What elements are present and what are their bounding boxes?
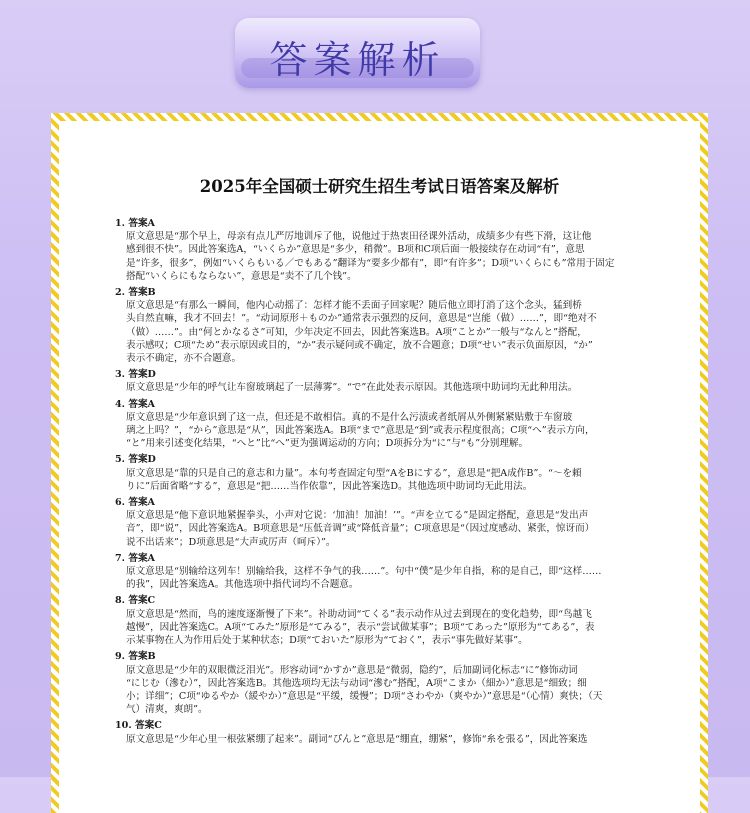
answer-label: 答案A: [128, 398, 155, 410]
question-number: 2.: [115, 287, 129, 299]
explanation-line: 气）清爽，爽朗”。: [126, 704, 208, 716]
explanation: [115, 664, 642, 717]
question-number: 8.: [115, 595, 129, 607]
answer-label: 答案B: [128, 287, 156, 299]
explanation: [115, 565, 642, 591]
question-answer-heading: [115, 286, 642, 299]
explanation-line: 感到很不快”。因此答案选A，“いくらか”意思是“多少，稍微”。B项和C项后面一般接续存在动词“有”，意思: [126, 244, 585, 256]
explanation-line: 音”，即“说”，因此答案选A。B项意思是“压低音调”或“降低音量”；C项意思是“（因过度感动、紧张，惊讶而）: [126, 523, 595, 535]
explanation-line: 原文意思是“少年的双眼微泛泪光”。形容动词“かすか”意思是“微弱，隐约”，后加副词化标志“に”修饰动词: [126, 664, 578, 676]
question-number: 10.: [115, 720, 136, 732]
explanation-line: 璃之上吗？”，“から”意思是“从”，因此答案选A。B项“まで”意思是“到”或表示程度很高；C项“へ”表示方向，: [126, 425, 595, 437]
question-item: [115, 217, 642, 283]
question-number: 5.: [115, 454, 129, 466]
explanation-line: 是“许多，很多”，例如“いくらもいる／でもある”翻译为“要多少都有”，即“有许多”；D项“いくらにも”常用于固定: [126, 257, 615, 269]
explanation: [115, 467, 642, 493]
section-banner: [235, 18, 480, 88]
answer-label: 答案A: [128, 552, 155, 564]
question-answer-heading: [115, 594, 642, 607]
explanation: [115, 381, 642, 394]
answer-list: [115, 217, 642, 749]
explanation-line: 原文意思是“然而，鸟的速度逐渐慢了下来”。补助动词“てくる”表示动作从过去到现在的变化趋势，即“鸟越飞: [126, 608, 592, 620]
explanation-line: “にじむ（滲む）”，因此答案选B。其他选项均无法与动词“滲む”搭配，A项“こまか（細か）”意思是“细致；细: [126, 677, 587, 689]
explanation-line: 原文意思是“少年心里一根弦紧绷了起来”。副词“ぴんと”意思是“绷直，绷紧”，修饰“糸を張る”，因此答案选: [126, 733, 588, 745]
explanation-line: 原文意思是“他下意识地紧握拳头，小声对它说：‘加油！加油！’”。“声を立てる”是固定搭配，意思是“发出声: [126, 510, 589, 522]
explanation: [115, 299, 642, 365]
explanation-line: 小；详细”；C项“ゆるやか（緩やか）”意思是“平缓，缓慢”；D项“さわやか（爽やか）”意思是“（心情）爽快；（天: [126, 690, 603, 702]
question-item: [115, 552, 642, 592]
question-answer-heading: [115, 217, 642, 230]
explanation-line: 搭配“いくらにもならない”，意思是“卖不了几个钱”。: [126, 270, 357, 282]
explanation-line: 原文意思是“少年意识到了这一点，但还是不敢相信。真的不是什么污渍或者纸屑从外侧紧紧贴敷于车窗玻: [126, 411, 573, 423]
banner-title: 答案解析: [269, 38, 446, 82]
document-title: 2025年全国硕士研究生招生考试日语答案及解析: [199, 177, 560, 196]
answer-label: 答案C: [128, 595, 156, 607]
explanation-line: 原文意思是“靠的只是自己的意志和力量”。本句考查固定句型“AをBにする”，意思是“把A成作B”。“～を頼: [126, 467, 582, 479]
question-number: 9.: [115, 651, 129, 663]
explanation-line: 表示感叹；C项“ため”表示原因或目的，“か”表示疑问或不确定，放不合题意；D项“せい”表示负面原因，“か”: [126, 339, 593, 351]
question-answer-heading: [115, 398, 642, 411]
question-item: [115, 594, 642, 647]
answer-label: 答案A: [128, 218, 155, 229]
question-item: [115, 286, 642, 365]
document-frame: [51, 113, 708, 813]
question-answer-heading: [115, 453, 642, 466]
explanation-line: 原文意思是“少年的呼气让车窗玻璃起了一层薄雾”。“で”在此处表示原因。其他选项中助词均无此种用法。: [126, 382, 578, 394]
question-answer-heading: [115, 368, 642, 381]
question-number: 1.: [115, 218, 129, 229]
answer-label: 答案A: [128, 497, 155, 509]
question-answer-heading: [115, 650, 642, 663]
question-item: [115, 719, 642, 745]
explanation-line: 原文意思是“别输给这列车！别输给我，这样不争气的我……”。句中“僕”是少年自指，称的是自己，即“这样……: [126, 566, 602, 578]
question-number: 3.: [115, 369, 129, 381]
question-answer-heading: [115, 719, 642, 732]
question-number: 4.: [115, 398, 129, 410]
explanation-line: 的我”，因此答案选A。其他选项中指代词均不合题意。: [126, 579, 359, 591]
explanation-line: 原文意思是“有那么一瞬间，他内心动摇了：怎样才能不丢面子回家呢？随后他立即打消了这个念头，猛到桥: [126, 300, 582, 312]
explanation-line: “と”用来引述变化结果，“へと”比“へ”更为强调运动的方向；D项拆分为“に”与“も”分别理解。: [126, 438, 529, 450]
explanation: [115, 230, 642, 283]
explanation: [115, 608, 642, 648]
answer-label: 答案D: [128, 454, 156, 466]
explanation-line: （做）……”。由“何とかなるさ”可知，少年决定不回去，因此答案选B。A项“ことか”一般与“なんと”搭配，: [126, 326, 587, 338]
explanation-line: 示某事物在人为作用后处于某种状态；D项“ておいた”原形为“ておく”，表示“事先做好某事”。: [126, 635, 528, 647]
question-item: [115, 453, 642, 493]
explanation-line: 表示不确定，亦不合题意。: [126, 353, 242, 365]
explanation: [115, 509, 642, 549]
explanation: [115, 733, 642, 746]
explanation: [115, 411, 642, 451]
question-number: 7.: [115, 552, 129, 564]
question-item: [115, 496, 642, 549]
explanation-line: 越慢”，因此答案选C。A项“てみた”原形是“てみる”，表示“尝试做某事”；B项“てあった”原形为“てある”，表: [126, 621, 595, 633]
document-page: [59, 121, 700, 813]
answer-label: 答案D: [128, 369, 156, 381]
question-answer-heading: [115, 552, 642, 565]
question-item: [115, 650, 642, 716]
explanation-line: 原文意思是“那个早上，母亲有点儿严厉地训斥了他，说他过于热衷田径课外活动，成绩多少有些下滑，这让他: [126, 231, 592, 243]
explanation-line: りに”后面省略“する”，意思是“把……当作依靠”，因此答案选D。其他选项中助词均无此用法。: [126, 480, 533, 492]
explanation-line: 头自然直嘛，我才不回去！”。“动词原形＋ものか”通常表示强烈的反问，意思是“岂能（做）……”，即“绝对不: [126, 313, 597, 325]
answer-label: 答案B: [128, 651, 156, 663]
question-item: [115, 368, 642, 394]
question-answer-heading: [115, 496, 642, 509]
question-item: [115, 398, 642, 451]
answer-label: 答案C: [135, 720, 162, 732]
question-number: 6.: [115, 497, 129, 509]
explanation-line: 说不出话来”；D项意思是“大声或厉声（呵斥）”。: [126, 536, 336, 548]
